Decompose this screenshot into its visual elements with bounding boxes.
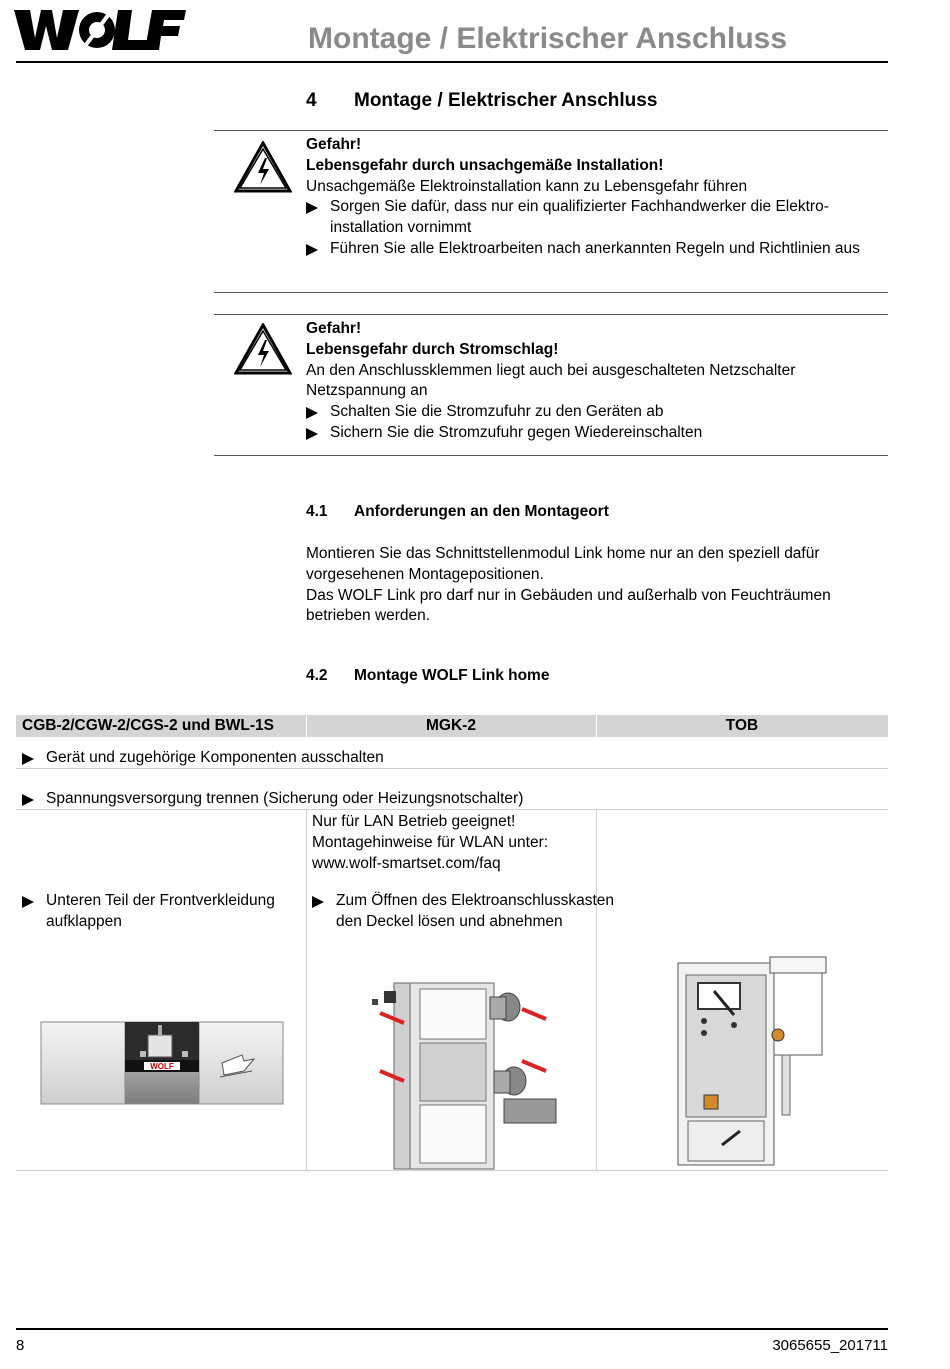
paragraph: Montieren Sie das Schnittstellenmodul Link home nur an den speziell dafür vorgesehenen Montagepositionen.	[306, 545, 820, 583]
mgk-note-line: Nur für LAN Betrieb geeignet!	[312, 813, 516, 830]
step-text: Spannungsversorgung trennen (Sicherung oder Heizungsnotschalter)	[46, 790, 524, 807]
warning-box-electric-shock	[214, 314, 888, 456]
tob-unit-illustration	[674, 955, 834, 1169]
header-title: Montage / Elektrischer Anschluss	[308, 22, 788, 55]
row-divider	[16, 768, 888, 769]
bullet-text: Schalten Sie die Stromzufuhr zu den Geräten ab	[330, 403, 664, 421]
column-divider	[306, 809, 307, 1171]
warning-description: An den Anschlussklemmen liegt auch bei ausgeschalteten Netzschalter Netzspannung an	[306, 361, 796, 400]
electric-hazard-icon	[234, 141, 292, 193]
table-row-step	[22, 748, 906, 769]
bullet-arrow-icon	[306, 428, 318, 440]
warning-box-installation	[214, 130, 888, 293]
document-id: 3065655_201711	[772, 1337, 888, 1354]
front-panel-illustration	[40, 1021, 284, 1105]
bullet-text: Sichern Sie die Stromzufuhr gegen Wiedereinschalten	[330, 423, 703, 441]
bullet-arrow-icon	[22, 794, 34, 806]
column-header-cgb: CGB-2/CGW-2/CGS-2 und BWL-1S	[22, 717, 274, 734]
step-text: Unteren Teil der Frontverkleidung aufklappen	[46, 892, 275, 930]
bullet-arrow-icon	[22, 753, 34, 765]
warning-description: Unsachgemäße Elektroinstallation kann zu Lebensgefahr führen	[306, 177, 748, 195]
table-row-step	[22, 789, 906, 810]
column-header-tob: TOB	[725, 717, 759, 734]
section-number: 4.1	[306, 503, 328, 520]
section-heading-4-1	[306, 503, 609, 521]
warning-bullet	[306, 197, 884, 239]
warning-label: Gefahr!	[306, 320, 362, 337]
wolf-logo	[10, 6, 188, 52]
header-rule	[16, 61, 888, 63]
warning-bullet	[306, 423, 884, 444]
warning-bullet	[306, 239, 884, 260]
table-bottom-rule	[16, 1170, 888, 1171]
footer-rule	[16, 1328, 888, 1330]
illustration-logo-text: WOLF	[150, 1062, 174, 1071]
bullet-text: Führen Sie alle Elektroarbeiten nach anerkannten Regeln und Richtlinien aus	[330, 239, 860, 257]
step-text: Zum Öffnen des Elektroanschlusskasten den Deckel lösen und abnehmen	[336, 892, 614, 930]
section-title: Anforderungen an den Montageort	[354, 503, 609, 520]
electric-hazard-icon	[234, 323, 292, 375]
column-divider	[596, 809, 597, 1171]
warning-text-installation	[306, 135, 884, 260]
bullet-arrow-icon	[306, 244, 318, 256]
warning-headline: Lebensgefahr durch Stromschlag!	[306, 340, 559, 358]
mgk-faq-link[interactable]: www.wolf-smartset.com/faq	[312, 854, 501, 872]
paragraph: Das WOLF Link pro darf nur in Gebäuden und außerhalb von Feuchträumen betrieben werden.	[306, 586, 831, 625]
page-number: 8	[16, 1337, 25, 1354]
section-number: 4.2	[306, 667, 328, 684]
installation-table	[16, 715, 888, 1171]
bullet-arrow-icon	[306, 407, 318, 419]
header-divider	[306, 715, 307, 737]
mgk-step	[312, 891, 616, 933]
chapter-number: 4	[306, 90, 317, 111]
section-heading-4-2	[306, 667, 549, 685]
cgb-step	[22, 891, 326, 933]
mgk-note	[312, 812, 592, 874]
warning-bullet	[306, 402, 884, 423]
mgk-note-line: Montagehinweise für WLAN unter:	[312, 833, 549, 851]
bullet-arrow-icon	[22, 896, 34, 908]
row-divider	[16, 809, 888, 810]
bullet-arrow-icon	[312, 896, 324, 908]
section-title: Montage WOLF Link home	[354, 667, 550, 684]
header-divider	[596, 715, 597, 737]
warning-text-electric-shock	[306, 319, 884, 444]
step-text: Gerät und zugehörige Komponenten ausschalten	[46, 749, 384, 766]
bullet-arrow-icon	[306, 202, 318, 214]
mgk-unit-illustration	[370, 953, 566, 1173]
column-header-mgk: MGK-2	[426, 717, 476, 734]
section-4-1-body	[306, 544, 896, 627]
chapter-title: Montage / Elektrischer Anschluss	[354, 90, 658, 111]
bullet-text: Sorgen Sie dafür, dass nur ein qualifizierter Fachhandwerker die Elektroinstallation vornimmt	[330, 198, 829, 237]
table-header-row	[16, 715, 888, 737]
warning-label: Gefahr!	[306, 136, 362, 153]
chapter-heading	[306, 90, 657, 112]
warning-headline: Lebensgefahr durch unsachgemäße Installation!	[306, 156, 664, 174]
